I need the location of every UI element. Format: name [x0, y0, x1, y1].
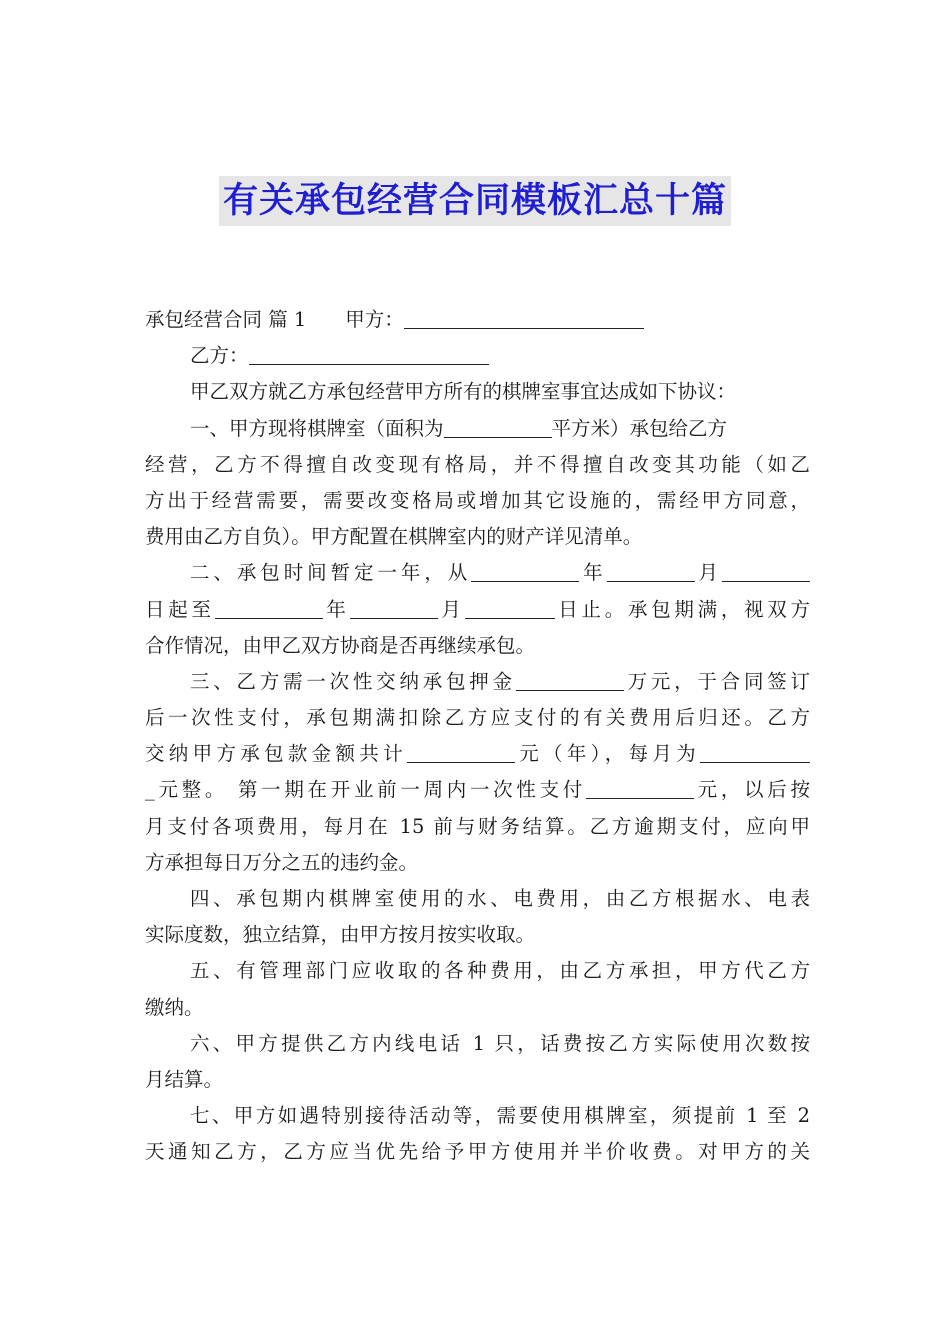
document-body	[145, 302, 810, 1171]
text-segment: 合作情况，由甲乙双方协商是否再继续承包。	[145, 633, 536, 657]
text-segment: 日起至	[145, 597, 215, 621]
text-line	[145, 953, 810, 989]
text-line	[145, 736, 810, 772]
text-segment: 六、甲方提供乙方内线电话 1 只，话费按乙方实际使用次数按	[190, 1031, 810, 1055]
text-segment: 缴纳。	[145, 995, 204, 1019]
fill-in-blank	[444, 415, 552, 438]
fill-in-blank	[407, 740, 515, 763]
text-line	[145, 447, 810, 483]
text-segment: 月支付各项费用，每月在 15 前与财务结算。乙方逾期支付，应向甲	[145, 814, 810, 838]
text-segment: 月结算。	[145, 1067, 224, 1091]
fill-in-blank	[404, 306, 644, 329]
fill-in-blank	[607, 559, 695, 582]
text-line	[145, 845, 810, 881]
text-segment: 日止。承包期满，视双方	[554, 597, 810, 621]
text-segment: 经营，乙方不得擅自改变现有格局，并不得擅自改变其功能（如乙	[145, 452, 810, 476]
text-segment: 月	[437, 597, 465, 621]
text-line	[145, 881, 810, 917]
fill-in-blank	[465, 596, 555, 619]
text-segment: 平方米）承包给乙方	[551, 416, 728, 440]
fill-in-blank	[700, 740, 810, 763]
text-line	[145, 1026, 810, 1062]
text-line	[145, 1098, 810, 1134]
text-segment: 五、有管理部门应收取的各种费用，由乙方承担，甲方代乙方	[190, 959, 810, 983]
text-line	[145, 411, 810, 447]
text-segment: 元，以后按	[693, 778, 810, 802]
text-line	[145, 374, 810, 410]
fill-in-blank	[471, 559, 579, 582]
text-line	[145, 700, 810, 736]
text-segment: 月	[694, 561, 722, 585]
text-segment: 甲乙双方就乙方承包经营甲方所有的棋牌室事宜达成如下协议：	[190, 380, 737, 404]
text-line	[145, 555, 810, 591]
text-line	[145, 772, 810, 808]
title-wrap	[0, 176, 950, 226]
text-segment: 天通知乙方，乙方应当优先给予甲方使用并半价收费。对甲方的关	[145, 1140, 810, 1164]
text-line	[145, 664, 810, 700]
text-line	[145, 302, 810, 338]
fill-in-blank	[249, 342, 489, 365]
text-segment: 年	[322, 597, 350, 621]
text-segment: 实际度数，独立结算，由甲方按月按实收取。	[145, 923, 536, 947]
text-line	[145, 917, 810, 953]
text-line	[145, 809, 810, 845]
text-segment: 乙方：	[190, 344, 249, 368]
text-line	[145, 483, 810, 519]
text-line	[145, 1062, 810, 1098]
text-segment: 方出于经营需要，需要改变格局或增加其它设施的，需经甲方同意，	[145, 488, 810, 512]
text-segment: 七、甲方如遇特别接待活动等，需要使用棋牌室，须提前 1 至 2	[190, 1104, 810, 1128]
text-segment: 二、承包时间暂定一年，从	[190, 561, 472, 585]
fill-in-blank	[722, 559, 810, 582]
text-segment: 年	[579, 561, 607, 585]
fill-in-blank	[516, 668, 624, 691]
text-segment: 承包经营合同 篇 1 甲方：	[145, 308, 404, 331]
text-line	[145, 338, 810, 374]
text-segment: 方承担每日万分之五的违约金。	[145, 850, 419, 874]
fill-in-blank	[586, 776, 694, 799]
text-line	[145, 628, 810, 664]
text-segment: 元（年），每月为	[514, 742, 700, 766]
text-segment: 费用由乙方自负）。甲方配置在棋牌室内的财产详见清单。	[145, 525, 643, 549]
fill-in-blank	[350, 596, 438, 619]
text-line	[145, 519, 810, 555]
text-segment: 后一次性支付，承包期满扣除乙方应支付的有关费用后归还。乙方	[145, 706, 810, 730]
text-segment: 交纳甲方承包款金额共计	[145, 742, 407, 766]
text-segment: 四、承包期内棋牌室使用的水、电费用，由乙方根据水、电表	[190, 887, 810, 910]
text-segment: 一、甲方现将棋牌室（面积为	[190, 416, 444, 440]
document-title: 有关承包经营合同模板汇总十篇	[219, 176, 731, 226]
text-line	[145, 1134, 810, 1170]
text-line	[145, 990, 810, 1026]
text-line	[145, 592, 810, 628]
text-segment: _元整。 第一期在开业前一周内一次性支付	[145, 778, 586, 802]
text-segment: 三、乙方需一次性交纳承包押金	[190, 669, 516, 693]
fill-in-blank	[215, 596, 323, 619]
text-segment: 万元，于合同签订	[623, 669, 810, 693]
